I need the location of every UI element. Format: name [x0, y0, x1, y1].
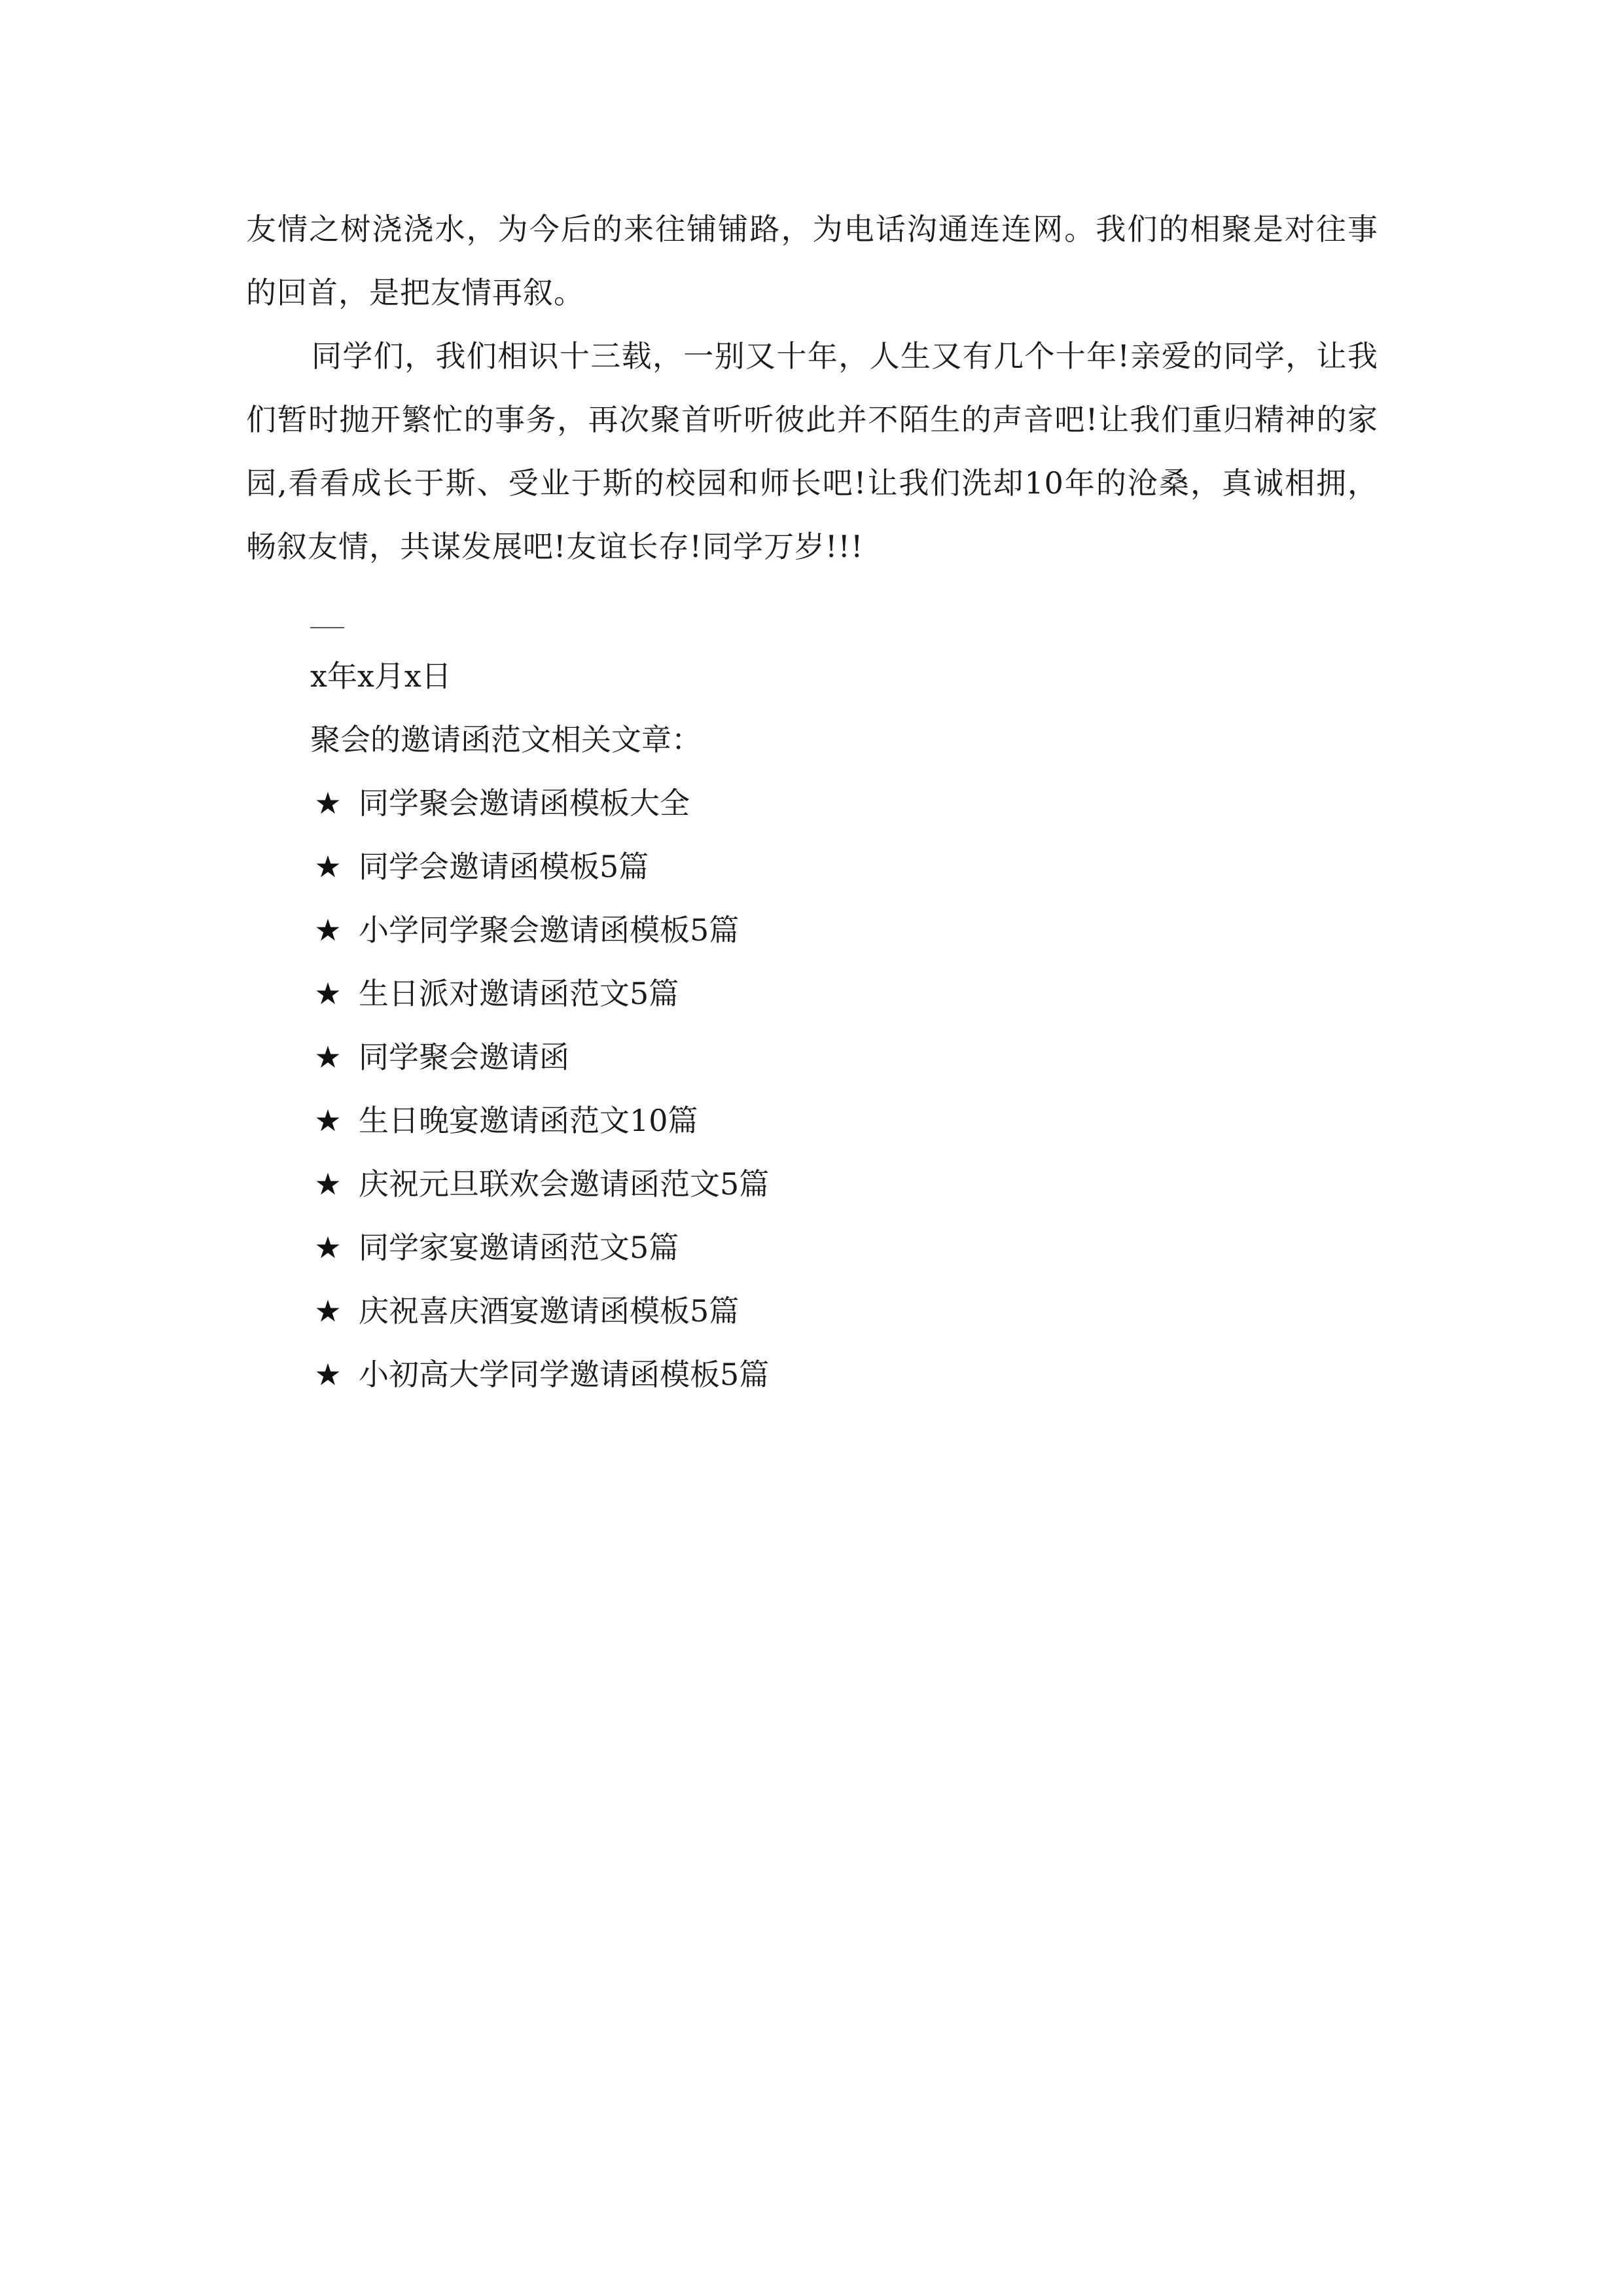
- star-icon: ★: [314, 1357, 342, 1392]
- related-article-title: 同学家宴邀请函范文5篇: [359, 1230, 679, 1265]
- star-icon: ★: [314, 976, 342, 1011]
- related-article-title: 庆祝元旦联欢会邀请函范文5篇: [359, 1166, 770, 1202]
- star-icon: ★: [314, 912, 342, 948]
- date-line: x年x月x日: [310, 658, 452, 694]
- star-icon: ★: [314, 1230, 342, 1265]
- star-icon: ★: [314, 1166, 342, 1202]
- paragraph-friendship: 友情之树浇浇水，为今后的来往铺铺路，为电话沟通连连网。我们的相聚是对往事的回首，是把友情再叙。: [246, 211, 1378, 310]
- related-articles-list: [310, 772, 769, 1407]
- star-icon: ★: [314, 785, 342, 821]
- related-article-link[interactable]: [310, 1216, 769, 1280]
- related-article-title: 庆祝喜庆酒宴邀请函模板5篇: [359, 1293, 740, 1329]
- related-article-title: 小初高大学同学邀请函模板5篇: [359, 1357, 770, 1392]
- paragraph-invitation: 同学们，我们相识十三载，一别又十年，人生又有几个十年!亲爱的同学，让我们暂时抛开繁忙的事务，再次聚首听听彼此并不陌生的声音吧!让我们重归精神的家园,看看成长于斯、受业于斯的校园和师长吧!让我们洗却10年的沧桑，真诚相拥，畅叙友情，共谋发展吧!友谊长存!同学万岁!!!: [246, 338, 1378, 564]
- related-article-title: 同学会邀请函模板5篇: [359, 849, 649, 884]
- star-icon: ★: [314, 849, 342, 884]
- related-article-link[interactable]: [310, 962, 769, 1026]
- related-article-link[interactable]: [310, 899, 769, 962]
- related-article-link[interactable]: [310, 835, 769, 899]
- related-article-link[interactable]: [310, 1343, 769, 1407]
- related-article-title: 生日晚宴邀请函范文10篇: [359, 1103, 698, 1138]
- related-article-link[interactable]: [310, 772, 769, 835]
- star-icon: ★: [314, 1103, 342, 1138]
- related-article-title: 小学同学聚会邀请函模板5篇: [359, 912, 740, 948]
- star-icon: ★: [314, 1293, 342, 1329]
- related-articles-heading: 聚会的邀请函范文相关文章：: [310, 722, 702, 757]
- signature-dash: [310, 627, 344, 628]
- related-article-title: 同学聚会邀请函: [359, 1039, 569, 1075]
- related-article-title: 生日派对邀请函范文5篇: [359, 976, 679, 1011]
- related-article-title: 同学聚会邀请函模板大全: [359, 785, 690, 821]
- related-article-link[interactable]: [310, 1153, 769, 1216]
- related-article-link[interactable]: [310, 1089, 769, 1153]
- related-article-link[interactable]: [310, 1280, 769, 1343]
- related-article-link[interactable]: [310, 1026, 769, 1089]
- star-icon: ★: [314, 1039, 342, 1075]
